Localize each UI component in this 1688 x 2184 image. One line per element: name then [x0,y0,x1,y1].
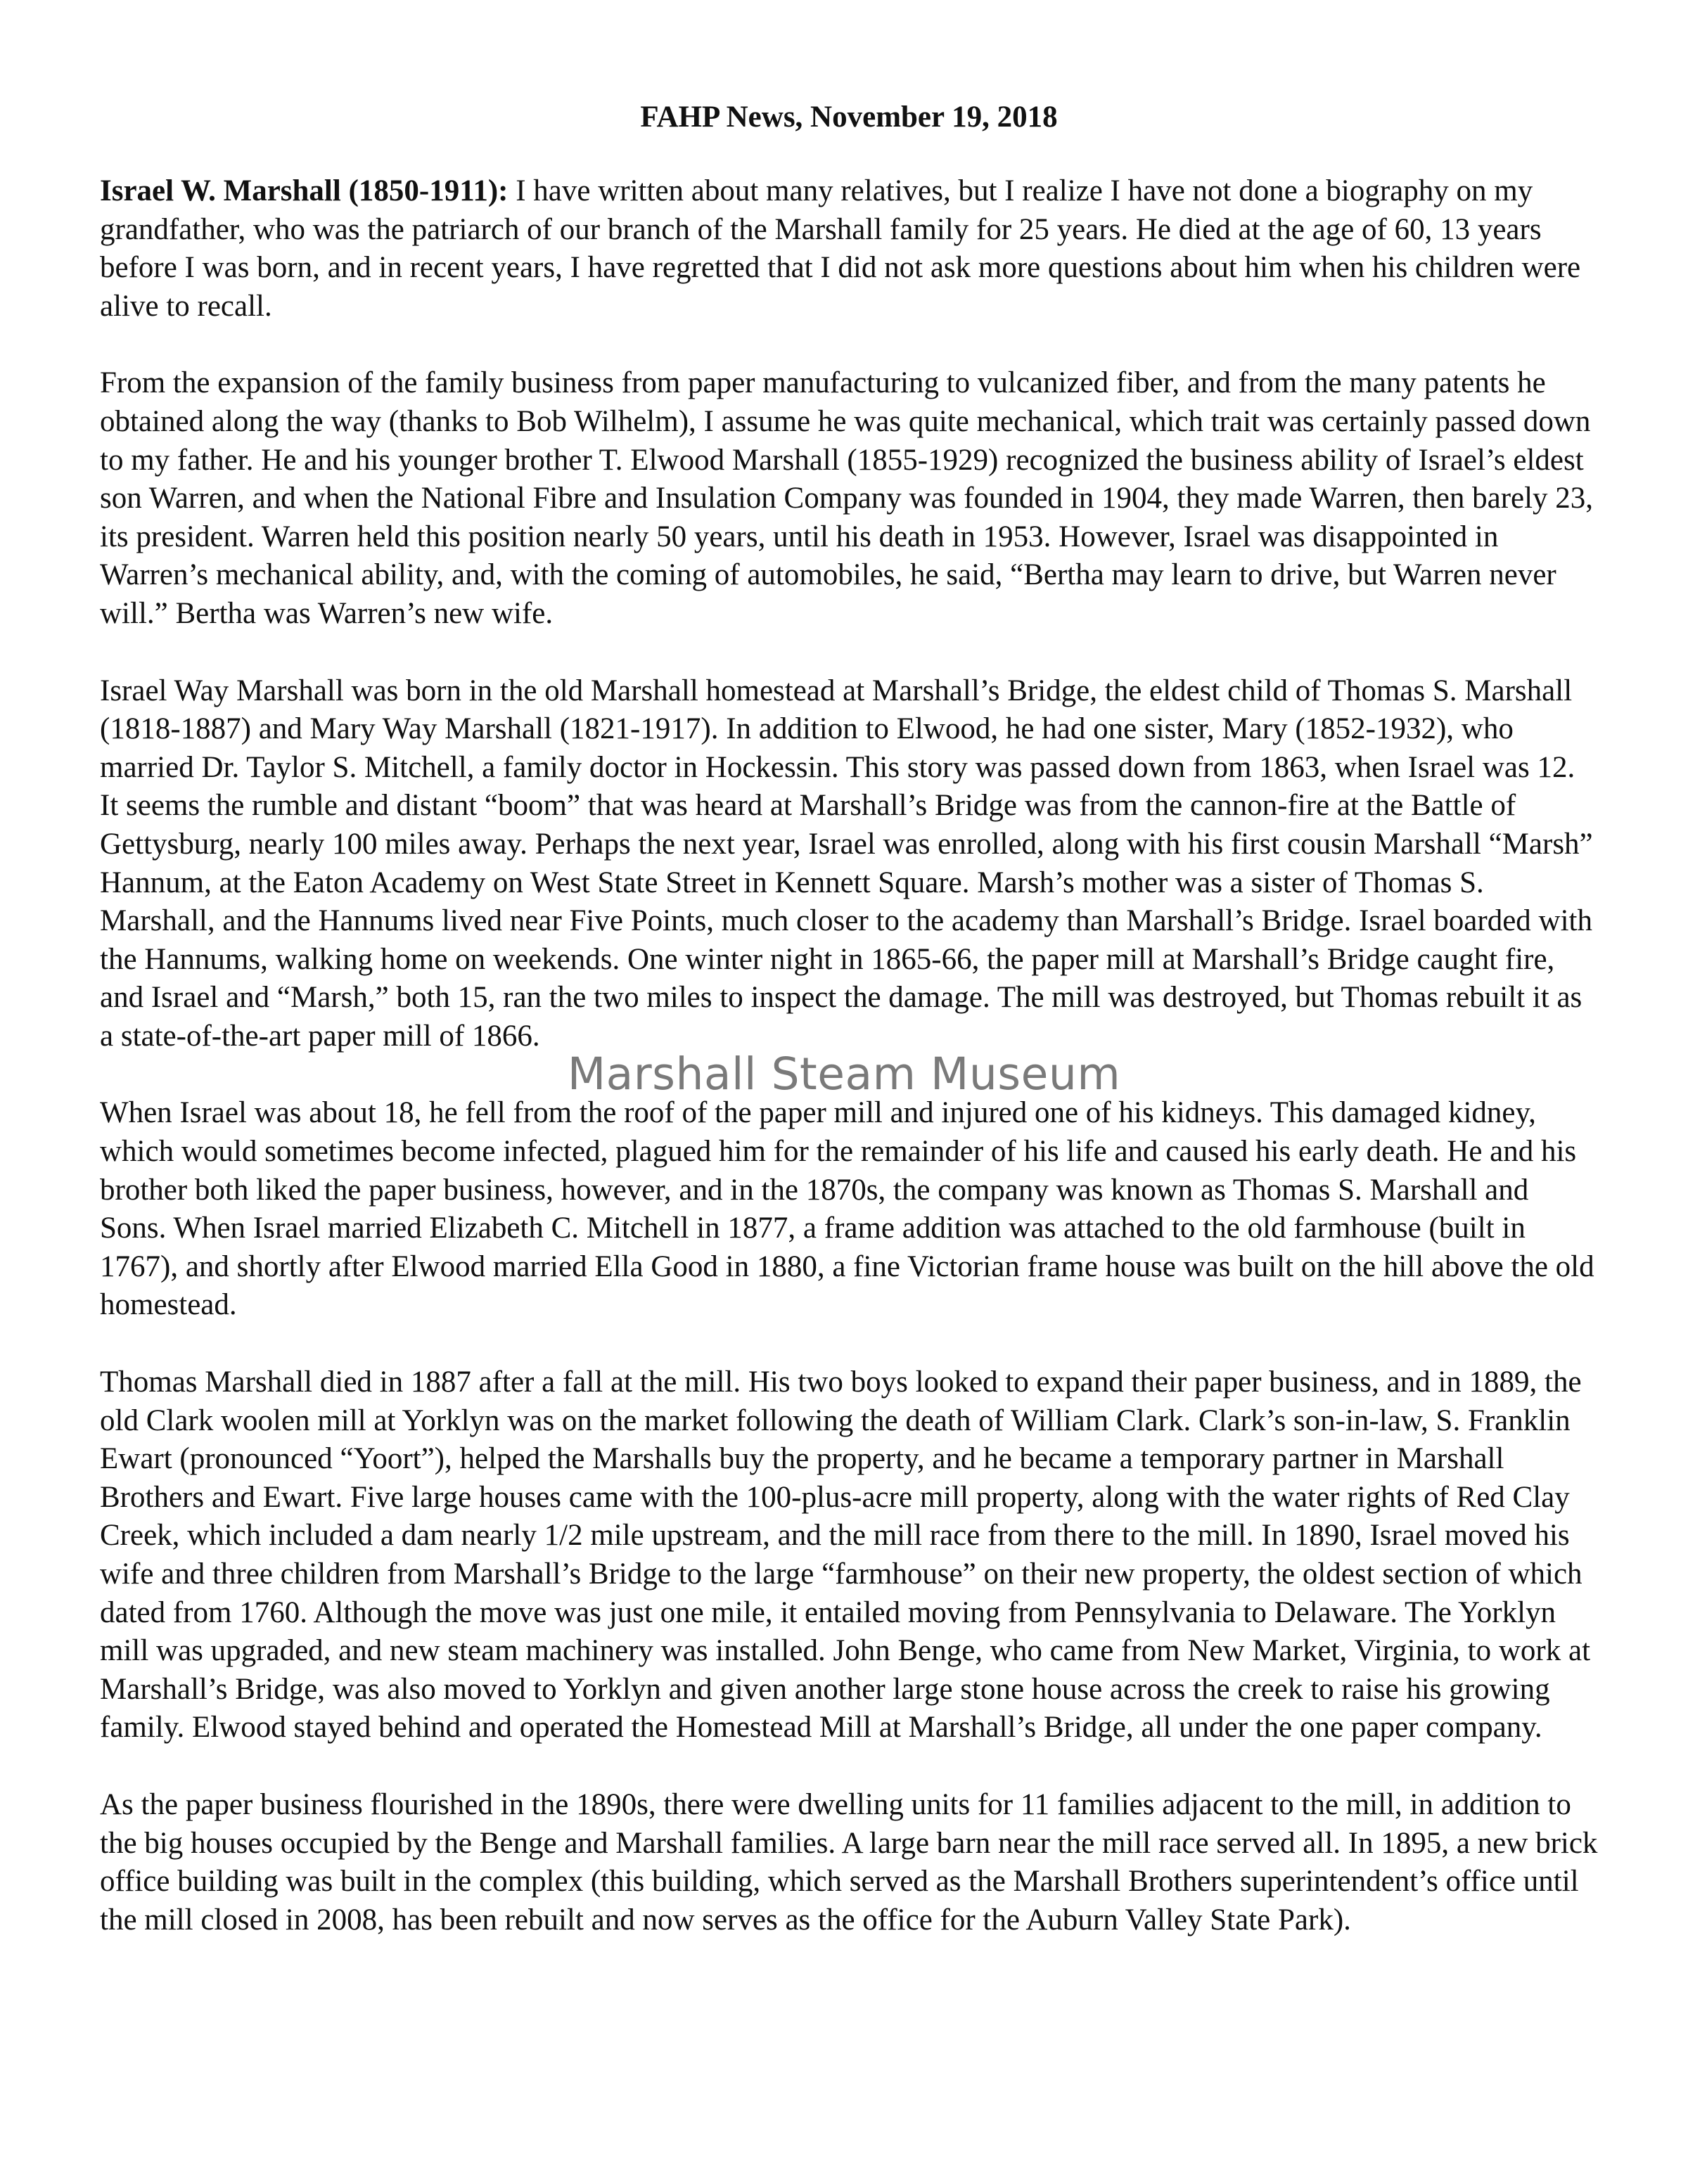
paragraph-text: Thomas Marshall died in 1887 after a fall at the mill. His two boys looked to expand their paper business, and in 1889, the old Clark woolen mill at Yorklyn was on the market following the death of William Clark. Clark’s son-in-law, S. Franklin Ewart (pronounced “Yoort”), helped the Marshalls buy the property, and he became a temporary partner in Marshall Brothers and Ewart. Five large houses came with the 100-plus-acre mill property, along with the water rights of Red Clay Creek, which included a dam nearly 1/2 mile upstream, and the mill race from there to the mill. In 1890, Israel moved his wife and three children from Marshall’s Bridge to the large “farmhouse” on their new property, the oldest section of which dated from 1760. Although the move was just one mile, it entailed moving from Pennsylvania to Delaware. The Yorklyn mill was upgraded, and new steam machinery was installed. John Benge, who came from New Market, Virginia, to work at Marshall’s Bridge, was also moved to Yorklyn and given another large stone house across the creek to raise his growing family. Elwood stayed behind and operated the Homestead Mill at Marshall’s Bridge, all under the one paper company. [100,1366,1591,1745]
paragraph-3 [100,672,1598,1056]
paragraph-text: Israel Way Marshall was born in the old Marshall homestead at Marshall’s Bridge, the eldest child of Thomas S. Marshall (1818-1887) and Mary Way Marshall (1821-1917). In addition to Elwood, he had one sister, Mary (1852-1932), who married Dr. Taylor S. Mitchell, a family doctor in Hockessin. This story was passed down from 1863, when Israel was 12. It seems the rumble and distant “boom” that was heard at Marshall’s Bridge was from the cannon-fire at the Battle of Gettysburg, nearly 100 miles away. Perhaps the next year, Israel was enrolled, along with his first cousin Marshall “Marsh” Hannum, at the Eaton Academy on West State Street in Kennett Square. Marsh’s mother was a sister of Thomas S. Marshall, and the Hannums lived near Five Points, much closer to the academy than Marshall’s Bridge. Israel boarded with the Hannums, walking home on weekends. One winter night in 1865-66, the paper mill at Marshall’s Bridge caught fire, and Israel and “Marsh,” both 15, ran the two miles to inspect the damage. The mill was destroyed, but Thomas rebuilt it as a state-of-the-art paper mill of 1866. [100,674,1593,1053]
paragraph-text: As the paper business flourished in the 1890s, there were dwelling units for 11 families adjacent to the mill, in addition to the big houses occupied by the Benge and Marshall families. A large barn near the mill race served all. In 1895, a new brick office building was built in the complex (this building, which served as the Marshall Brothers superintendent’s office until the mill closed in 2008, has been rebuilt and now serves as the office for the Auburn Valley State Park). [100,1787,1598,1936]
paragraph-text: I have written about many relatives, but I realize I have not done a biography on my grandfather, who was the patriarch of our branch of the Marshall family for 25 years. He died at the age of 60, 13 years before I was born, and in recent years, I have regretted that I did not ask more questions about him when his children were alive to recall. [100,174,1581,323]
paragraph-2 [100,364,1598,633]
paragraph-6 [100,1786,1598,1939]
paragraph-5 [100,1363,1598,1747]
page-title: FAHP News, November 19, 2018 [640,101,1058,134]
paragraph-text: When Israel was about 18, he fell from the roof of the paper mill and injured one of his kidneys. This damaged kidney, which would sometimes become infected, plagued him for the remainder of his life and caused his early death. He and his brother both liked the paper business, however, and in the 1870s, the company was known as Thomas S. Marshall and Sons. When Israel married Elizabeth C. Mitchell in 1877, a frame addition was attached to the old farmhouse (built in 1767), and shortly after Elwood married Ella Good in 1880, a fine Victorian frame house was built on the hill above the old homestead. [100,1096,1594,1322]
paragraph-lead: Israel W. Marshall (1850-1911): [100,174,509,207]
paragraph-4 [100,1094,1598,1325]
paragraph-1 [100,172,1598,326]
document-page [100,98,1598,1978]
watermark-text: Marshall Steam Museum [567,1048,1121,1100]
paragraph-text: From the expansion of the family business from paper manufacturing to vulcanized fiber, and from the many patents he obtained along the way (thanks to Bob Wilhelm), I assume he was quite mechanical, which trait was certainly passed down to my father. He and his younger brother T. Elwood Marshall (1855-1929) recognized the business ability of Israel’s eldest son Warren, and when the National Fibre and Insulation Company was founded in 1904, they made Warren, then barely 23, its president. Warren held this position nearly 50 years, until his death in 1953. However, Israel was disappointed in Warren’s mechanical ability, and, with the coming of automobiles, he said, “Bertha may learn to drive, but Warren never will.” Bertha was Warren’s new wife. [100,366,1594,630]
